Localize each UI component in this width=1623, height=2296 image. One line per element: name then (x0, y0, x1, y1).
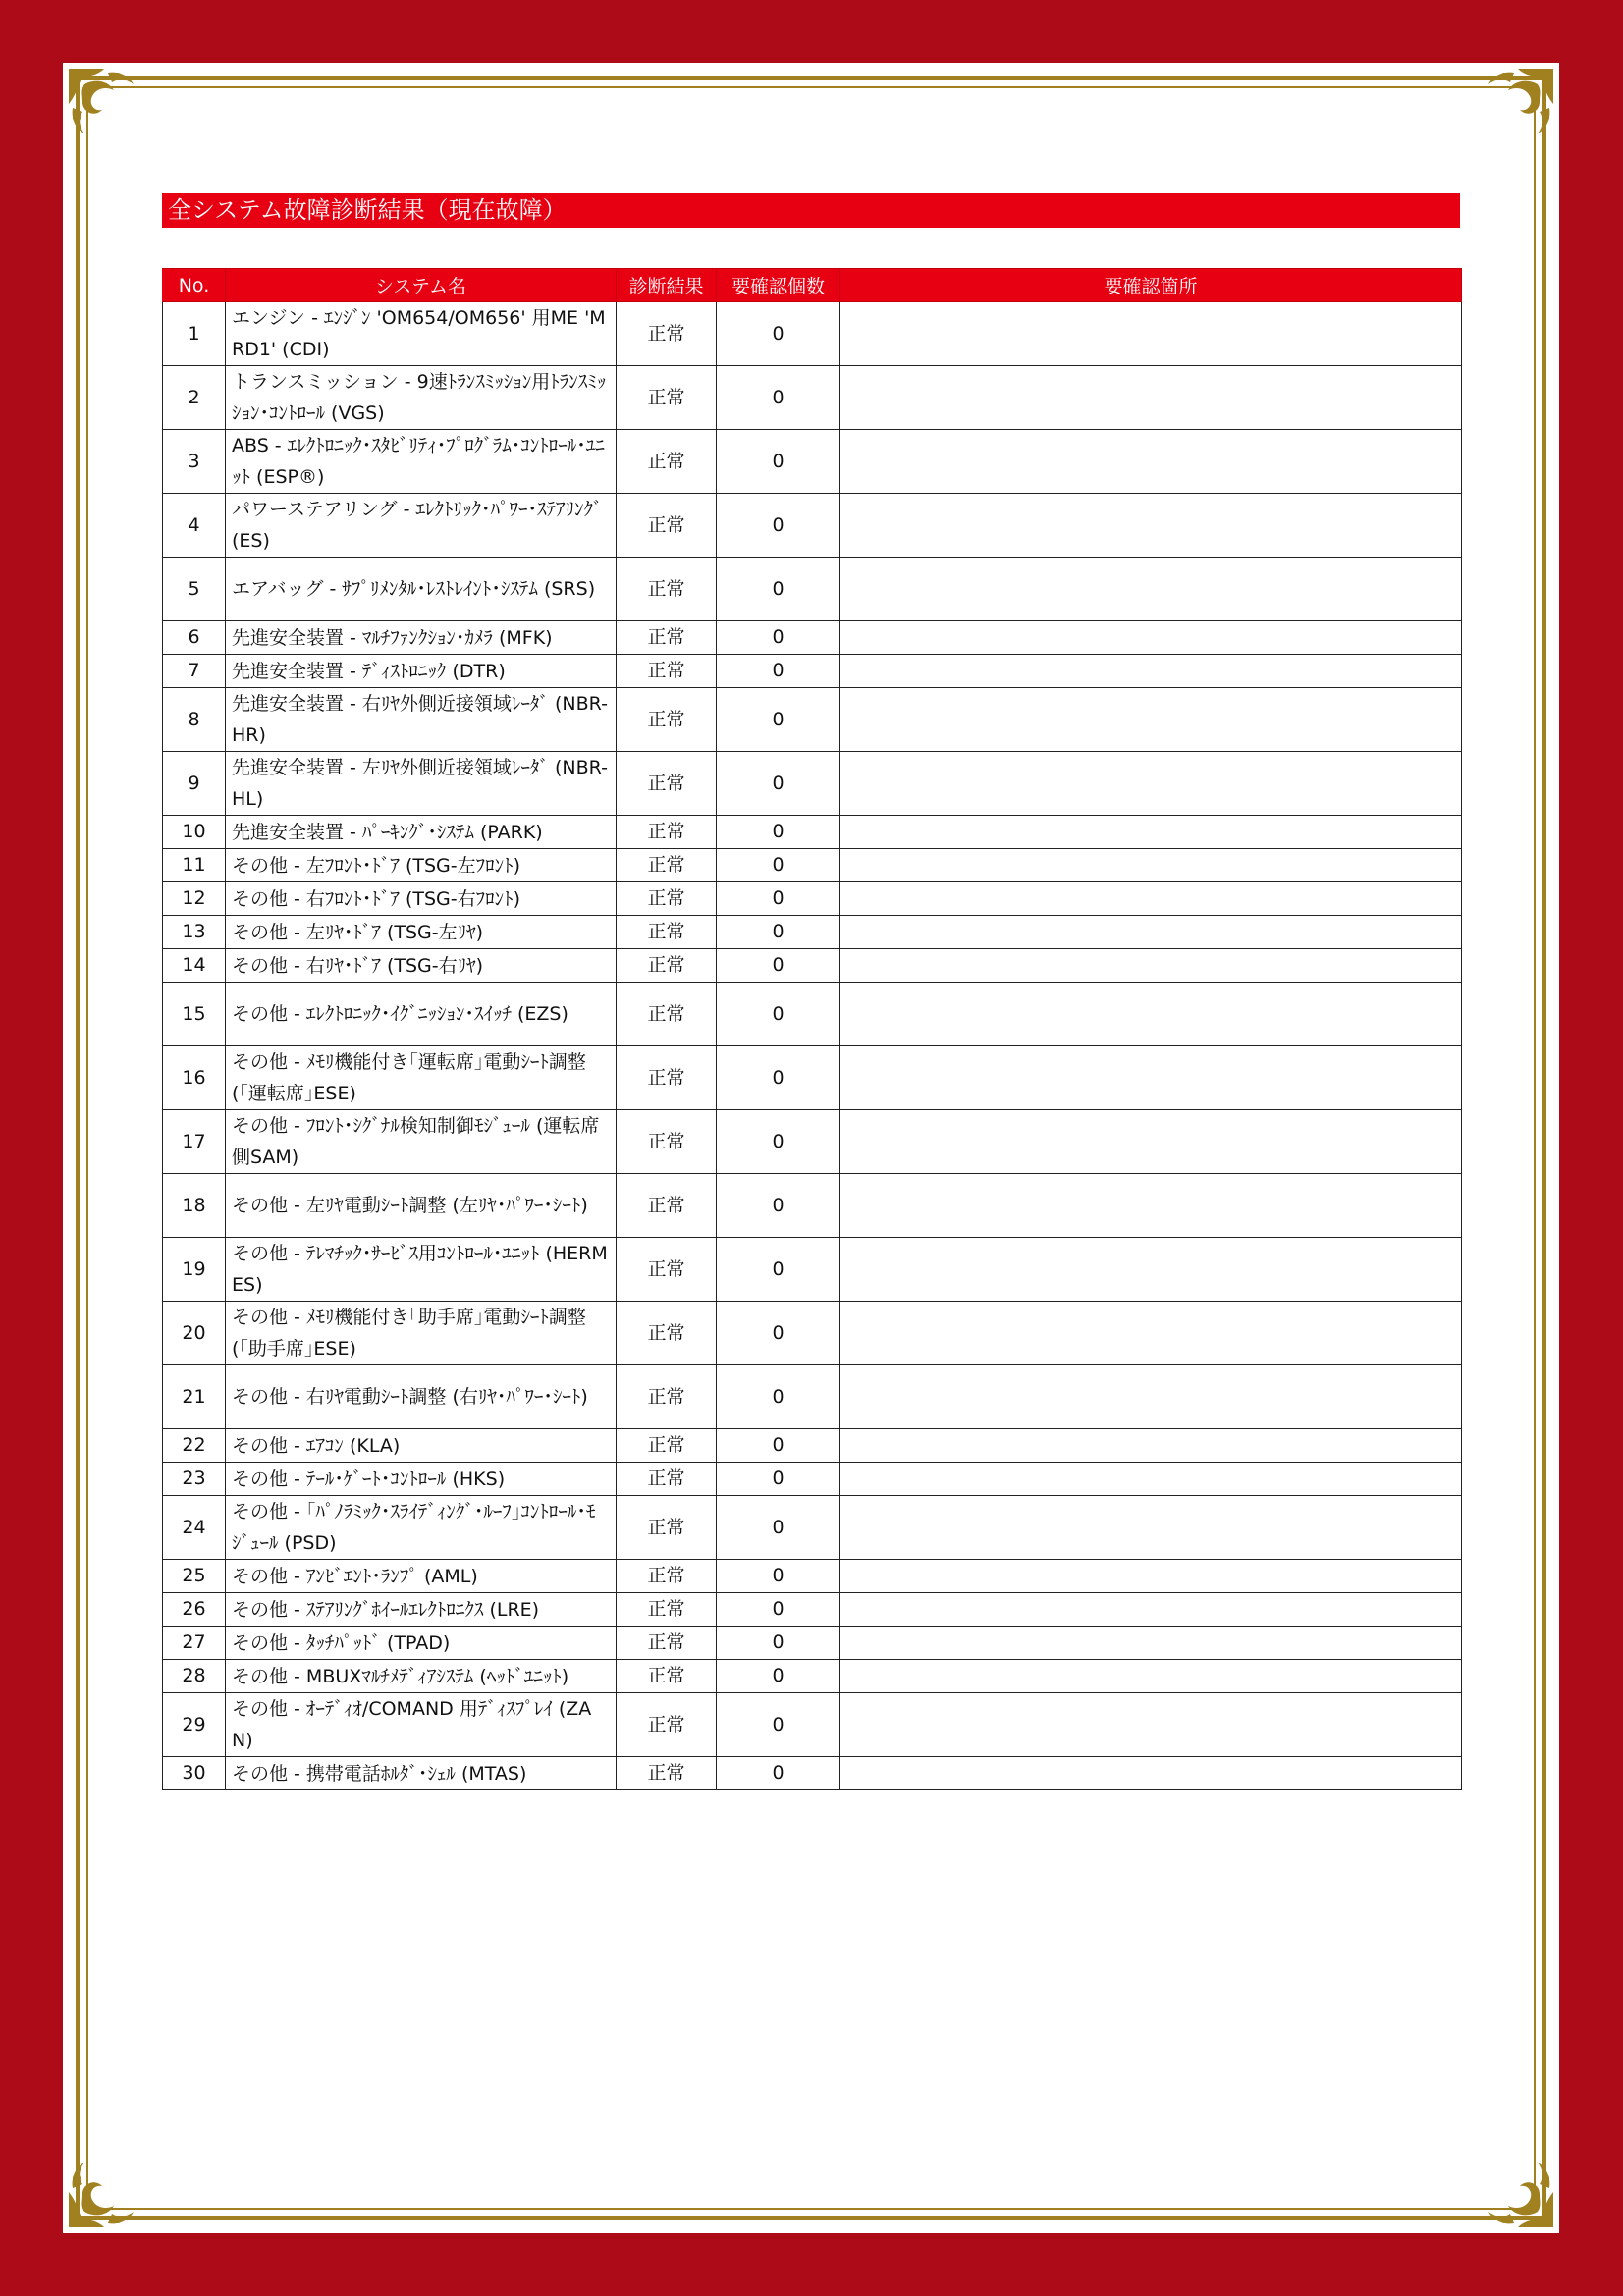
system-name-text: エアバッグ - ｻﾌﾟﾘﾒﾝﾀﾙ･ﾚｽﾄﾚｲﾝﾄ･ｼｽﾃﾑ (SRS) (232, 578, 596, 600)
cell-no: 3 (163, 430, 226, 494)
cell-check-location (840, 621, 1462, 655)
cell-result: 正常 (617, 1693, 717, 1757)
header-check-count: 要確認個数 (717, 269, 840, 302)
table-body (163, 302, 1462, 1790)
system-name-text: その他 - ｽﾃｱﾘﾝｸﾞﾎｲｰﾙｴﾚｸﾄﾛﾆｸｽ (LRE) (232, 1598, 540, 1621)
table-row (163, 1463, 1462, 1496)
cell-system-name (226, 430, 617, 494)
cell-check-location (840, 1110, 1462, 1174)
table-row (163, 1046, 1462, 1110)
header-check-location: 要確認箇所 (840, 269, 1462, 302)
table-row (163, 1660, 1462, 1693)
cell-check-count: 0 (717, 1496, 840, 1560)
table-row (163, 1560, 1462, 1593)
cell-check-location (840, 1496, 1462, 1560)
cell-no: 16 (163, 1046, 226, 1110)
cell-result: 正常 (617, 1174, 717, 1238)
cell-check-location (840, 1429, 1462, 1463)
cell-check-count: 0 (717, 1693, 840, 1757)
cell-result: 正常 (617, 882, 717, 916)
cell-no: 10 (163, 816, 226, 849)
table-row (163, 816, 1462, 849)
system-name-text: その他 - 左ﾘﾔ･ﾄﾞｱ (TSG-左ﾘﾔ) (232, 921, 484, 943)
cell-result: 正常 (617, 688, 717, 752)
cell-check-count: 0 (717, 816, 840, 849)
cell-result: 正常 (617, 1496, 717, 1560)
cell-result: 正常 (617, 621, 717, 655)
cell-check-location (840, 655, 1462, 688)
cell-check-count: 0 (717, 882, 840, 916)
cell-system-name (226, 1593, 617, 1627)
cell-system-name (226, 366, 617, 430)
table-row (163, 1757, 1462, 1790)
cell-no: 9 (163, 752, 226, 816)
cell-system-name (226, 1757, 617, 1790)
cell-check-location (840, 1046, 1462, 1110)
system-name-text: 先進安全装置 - 右ﾘﾔ外側近接領域ﾚｰﾀﾞ (NBR-HR) (232, 693, 608, 746)
cell-check-location (840, 949, 1462, 983)
cell-result: 正常 (617, 849, 717, 882)
cell-check-location (840, 494, 1462, 558)
cell-no: 12 (163, 882, 226, 916)
cell-result: 正常 (617, 1757, 717, 1790)
cell-no: 17 (163, 1110, 226, 1174)
corner-ornament-icon (1463, 2137, 1557, 2231)
cell-no: 24 (163, 1496, 226, 1560)
cell-no: 19 (163, 1238, 226, 1302)
cell-no: 11 (163, 849, 226, 882)
cell-check-location (840, 1174, 1462, 1238)
system-name-text: その他 - 左ﾌﾛﾝﾄ･ﾄﾞｱ (TSG-左ﾌﾛﾝﾄ) (232, 854, 521, 877)
cell-check-location (840, 558, 1462, 621)
cell-check-location (840, 849, 1462, 882)
cell-check-count: 0 (717, 1046, 840, 1110)
cell-no: 7 (163, 655, 226, 688)
cell-system-name (226, 1302, 617, 1365)
table-row (163, 1174, 1462, 1238)
system-name-text: その他 - ﾃﾚﾏﾁｯｸ･ｻｰﾋﾞｽ用ｺﾝﾄﾛｰﾙ･ﾕﾆｯﾄ (HERMES) (232, 1243, 608, 1296)
cell-no: 4 (163, 494, 226, 558)
table-row (163, 882, 1462, 916)
cell-check-location (840, 916, 1462, 949)
table-row (163, 1627, 1462, 1660)
system-name-text: その他 - ﾒﾓﾘ機能付き｢運転席｣電動ｼｰﾄ調整 (｢運転席｣ESE) (232, 1051, 586, 1104)
cell-system-name (226, 688, 617, 752)
cell-system-name (226, 558, 617, 621)
system-name-text: その他 - 左ﾘﾔ電動ｼｰﾄ調整 (左ﾘﾔ･ﾊﾟﾜｰ･ｼｰﾄ) (232, 1195, 588, 1216)
table-header-row (163, 269, 1462, 302)
cell-result: 正常 (617, 366, 717, 430)
table-row (163, 1238, 1462, 1302)
cell-system-name (226, 1693, 617, 1757)
cell-system-name (226, 655, 617, 688)
system-name-text: その他 - ｱﾝﾋﾞｴﾝﾄ･ﾗﾝﾌﾟ (AML) (232, 1565, 478, 1587)
cell-check-count: 0 (717, 558, 840, 621)
system-name-text: 先進安全装置 - ﾏﾙﾁﾌｧﾝｸｼｮﾝ･ｶﾒﾗ (MFK) (232, 626, 553, 649)
table-row (163, 494, 1462, 558)
cell-system-name (226, 1560, 617, 1593)
corner-ornament-icon (65, 2137, 159, 2231)
system-name-text: その他 - ｵｰﾃﾞｨｵ/COMAND 用ﾃﾞｨｽﾌﾟﾚｲ (ZAN) (232, 1698, 592, 1751)
system-name-text: エンジン - ｴﾝｼﾞﾝ 'OM654/OM656' 用ME 'MRD1' (CDI) (232, 307, 606, 360)
cell-check-location (840, 1560, 1462, 1593)
cell-check-location (840, 882, 1462, 916)
cell-no: 5 (163, 558, 226, 621)
cell-result: 正常 (617, 983, 717, 1046)
cell-system-name (226, 849, 617, 882)
header-no: No. (163, 269, 226, 302)
system-name-text: トランスミッション - 9速ﾄﾗﾝｽﾐｯｼｮﾝ用ﾄﾗﾝｽﾐｯｼｮﾝ･ｺﾝﾄﾛｰﾙ (VGS) (232, 371, 607, 424)
cell-system-name (226, 1429, 617, 1463)
cell-check-location (840, 983, 1462, 1046)
cell-result: 正常 (617, 1463, 717, 1496)
cell-check-location (840, 302, 1462, 366)
cell-check-location (840, 1757, 1462, 1790)
table-row (163, 1429, 1462, 1463)
cell-check-count: 0 (717, 1174, 840, 1238)
cell-check-count: 0 (717, 621, 840, 655)
table-row (163, 916, 1462, 949)
cell-check-count: 0 (717, 1757, 840, 1790)
cell-check-location (840, 1365, 1462, 1429)
cell-no: 14 (163, 949, 226, 983)
cell-check-count: 0 (717, 655, 840, 688)
cell-result: 正常 (617, 558, 717, 621)
system-name-text: その他 - MBUXﾏﾙﾁﾒﾃﾞｨｱｼｽﾃﾑ (ﾍｯﾄﾞﾕﾆｯﾄ) (232, 1665, 569, 1687)
system-name-text: その他 - 右ﾘﾔ･ﾄﾞｱ (TSG-右ﾘﾔ) (232, 954, 484, 977)
cell-check-count: 0 (717, 1365, 840, 1429)
corner-ornament-icon (65, 65, 159, 159)
cell-check-count: 0 (717, 1302, 840, 1365)
table-row (163, 655, 1462, 688)
cell-result: 正常 (617, 949, 717, 983)
cell-system-name (226, 1238, 617, 1302)
cell-check-location (840, 1302, 1462, 1365)
system-name-text: その他 - ｢ﾊﾟﾉﾗﾐｯｸ･ｽﾗｲﾃﾞｨﾝｸﾞ･ﾙｰﾌ｣ｺﾝﾄﾛｰﾙ･ﾓｼﾞｭｰﾙ (PSD) (232, 1501, 596, 1554)
cell-no: 1 (163, 302, 226, 366)
table-row (163, 302, 1462, 366)
cell-check-count: 0 (717, 430, 840, 494)
cell-result: 正常 (617, 302, 717, 366)
cell-result: 正常 (617, 816, 717, 849)
cell-system-name (226, 816, 617, 849)
cell-no: 25 (163, 1560, 226, 1593)
cell-check-location (840, 1627, 1462, 1660)
cell-system-name (226, 752, 617, 816)
system-name-text: その他 - 右ﾘﾔ電動ｼｰﾄ調整 (右ﾘﾔ･ﾊﾟﾜｰ･ｼｰﾄ) (232, 1386, 588, 1408)
cell-no: 30 (163, 1757, 226, 1790)
cell-check-location (840, 1693, 1462, 1757)
cell-no: 29 (163, 1693, 226, 1757)
corner-ornament-icon (1463, 65, 1557, 159)
system-name-text: その他 - ﾒﾓﾘ機能付き｢助手席｣電動ｼｰﾄ調整 (｢助手席｣ESE) (232, 1307, 586, 1360)
cell-system-name (226, 916, 617, 949)
table-row (163, 366, 1462, 430)
cell-no: 23 (163, 1463, 226, 1496)
system-name-text: 先進安全装置 - ﾃﾞｨｽﾄﾛﾆｯｸ (DTR) (232, 660, 506, 682)
system-name-text: その他 - ﾌﾛﾝﾄ･ｼｸﾞﾅﾙ検知制御ﾓｼﾞｭｰﾙ (運転席側SAM) (232, 1115, 600, 1168)
cell-system-name (226, 1627, 617, 1660)
cell-result: 正常 (617, 1593, 717, 1627)
cell-system-name (226, 949, 617, 983)
cell-check-count: 0 (717, 366, 840, 430)
table-row (163, 688, 1462, 752)
cell-check-count: 0 (717, 1110, 840, 1174)
cell-system-name (226, 302, 617, 366)
cell-check-count: 0 (717, 494, 840, 558)
table-row (163, 1496, 1462, 1560)
table-row (163, 1593, 1462, 1627)
cell-system-name (226, 983, 617, 1046)
cell-check-count: 0 (717, 916, 840, 949)
cell-system-name (226, 1365, 617, 1429)
cell-no: 21 (163, 1365, 226, 1429)
cell-check-location (840, 816, 1462, 849)
cell-no: 22 (163, 1429, 226, 1463)
table-row (163, 621, 1462, 655)
cell-result: 正常 (617, 1660, 717, 1693)
cell-result: 正常 (617, 1238, 717, 1302)
system-name-text: その他 - ﾀｯﾁﾊﾟｯﾄﾞ (TPAD) (232, 1631, 451, 1654)
cell-system-name (226, 1660, 617, 1693)
system-name-text: その他 - ｴﾚｸﾄﾛﾆｯｸ･ｲｸﾞﾆｯｼｮﾝ･ｽｲｯﾁ (EZS) (232, 1003, 568, 1025)
cell-system-name (226, 1110, 617, 1174)
cell-check-count: 0 (717, 983, 840, 1046)
cell-check-count: 0 (717, 1238, 840, 1302)
system-name-text: その他 - ﾃｰﾙ･ｹﾞｰﾄ･ｺﾝﾄﾛｰﾙ (HKS) (232, 1468, 506, 1490)
table-row (163, 1693, 1462, 1757)
cell-no: 18 (163, 1174, 226, 1238)
table-row (163, 430, 1462, 494)
cell-result: 正常 (617, 1046, 717, 1110)
cell-check-count: 0 (717, 302, 840, 366)
cell-no: 8 (163, 688, 226, 752)
system-name-text: その他 - 携帯電話ﾎﾙﾀﾞ･ｼｪﾙ (MTAS) (232, 1762, 527, 1785)
cell-system-name (226, 1463, 617, 1496)
cell-system-name (226, 1496, 617, 1560)
cell-no: 27 (163, 1627, 226, 1660)
cell-result: 正常 (617, 916, 717, 949)
cell-check-count: 0 (717, 949, 840, 983)
table-row (163, 1110, 1462, 1174)
system-name-text: 先進安全装置 - 左ﾘﾔ外側近接領域ﾚｰﾀﾞ (NBR-HL) (232, 757, 608, 810)
cell-check-count: 0 (717, 1660, 840, 1693)
cell-no: 2 (163, 366, 226, 430)
cell-check-location (840, 752, 1462, 816)
diagnosis-table (162, 268, 1462, 1790)
cell-system-name (226, 1046, 617, 1110)
cell-check-location (840, 1593, 1462, 1627)
cell-result: 正常 (617, 752, 717, 816)
cell-check-count: 0 (717, 1560, 840, 1593)
cell-check-count: 0 (717, 849, 840, 882)
cell-check-count: 0 (717, 1627, 840, 1660)
cell-system-name (226, 1174, 617, 1238)
cell-system-name (226, 882, 617, 916)
cell-no: 20 (163, 1302, 226, 1365)
cell-no: 6 (163, 621, 226, 655)
section-title: 全システム故障診断結果（現在故障） (162, 193, 1460, 228)
cell-result: 正常 (617, 1302, 717, 1365)
table-row (163, 1365, 1462, 1429)
cell-check-location (840, 366, 1462, 430)
cell-check-count: 0 (717, 688, 840, 752)
cell-no: 28 (163, 1660, 226, 1693)
system-name-text: その他 - 右ﾌﾛﾝﾄ･ﾄﾞｱ (TSG-右ﾌﾛﾝﾄ) (232, 887, 521, 910)
cell-check-count: 0 (717, 1463, 840, 1496)
cell-check-count: 0 (717, 1429, 840, 1463)
cell-check-location (840, 1238, 1462, 1302)
cell-no: 15 (163, 983, 226, 1046)
cell-no: 13 (163, 916, 226, 949)
cell-no: 26 (163, 1593, 226, 1627)
system-name-text: 先進安全装置 - ﾊﾟｰｷﾝｸﾞ･ｼｽﾃﾑ (PARK) (232, 821, 543, 843)
cell-result: 正常 (617, 655, 717, 688)
header-system-name: システム名 (226, 269, 617, 302)
cell-check-count: 0 (717, 1593, 840, 1627)
cell-check-location (840, 1660, 1462, 1693)
cell-check-location (840, 430, 1462, 494)
table-row (163, 983, 1462, 1046)
cell-check-location (840, 1463, 1462, 1496)
cell-result: 正常 (617, 1365, 717, 1429)
table-row (163, 949, 1462, 983)
cell-result: 正常 (617, 1560, 717, 1593)
cell-check-location (840, 688, 1462, 752)
system-name-text: その他 - ｴｱｺﾝ (KLA) (232, 1434, 401, 1457)
cell-result: 正常 (617, 1110, 717, 1174)
cell-result: 正常 (617, 1429, 717, 1463)
header-result: 診断結果 (617, 269, 717, 302)
cell-system-name (226, 621, 617, 655)
table-row (163, 1302, 1462, 1365)
system-name-text: ABS - ｴﾚｸﾄﾛﾆｯｸ･ｽﾀﾋﾞﾘﾃｨ･ﾌﾟﾛｸﾞﾗﾑ･ｺﾝﾄﾛｰﾙ･ﾕﾆｯﾄ (ESP®) (232, 435, 605, 488)
system-name-text: パワーステアリング - ｴﾚｸﾄﾘｯｸ･ﾊﾟﾜｰ･ｽﾃｱﾘﾝｸﾞ (ES) (232, 499, 603, 552)
table-row (163, 849, 1462, 882)
cell-result: 正常 (617, 430, 717, 494)
cell-result: 正常 (617, 1627, 717, 1660)
cell-system-name (226, 494, 617, 558)
table-row (163, 558, 1462, 621)
cell-check-count: 0 (717, 752, 840, 816)
table-row (163, 752, 1462, 816)
cell-result: 正常 (617, 494, 717, 558)
